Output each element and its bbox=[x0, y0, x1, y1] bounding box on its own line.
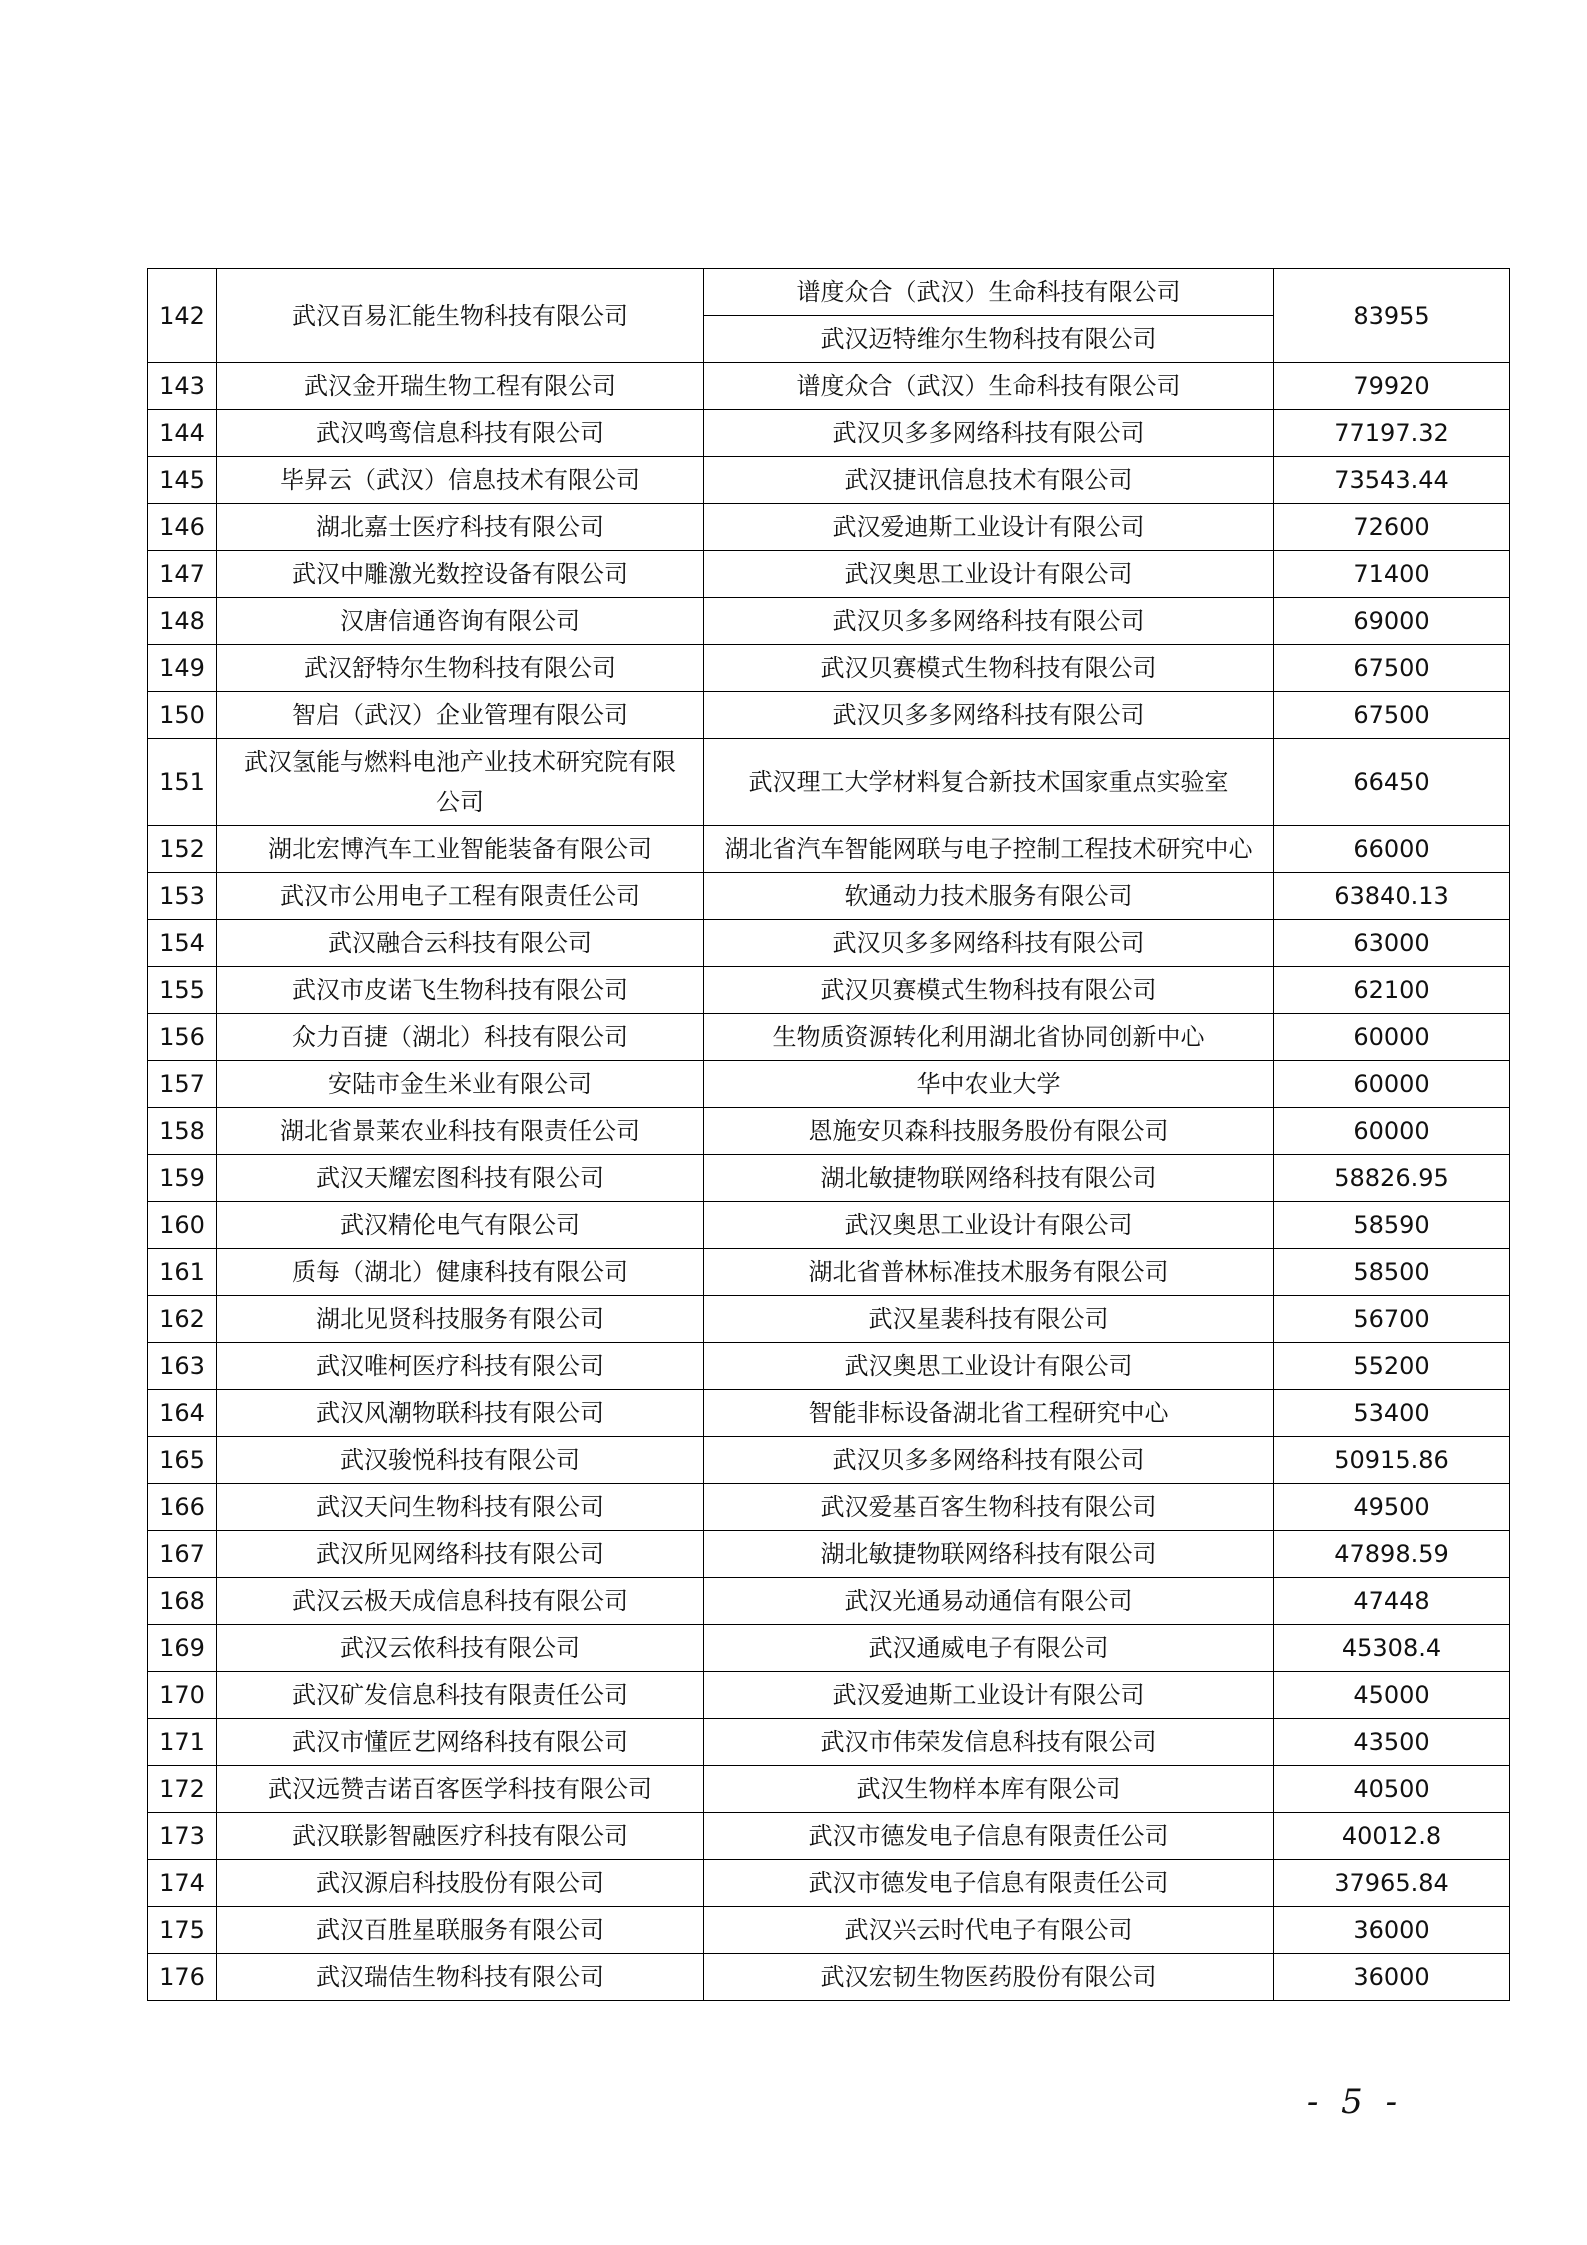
applicant-company: 武汉市公用电子工程有限责任公司 bbox=[217, 873, 704, 920]
partner-company: 武汉爱迪斯工业设计有限公司 bbox=[704, 504, 1274, 551]
applicant-company: 武汉骏悦科技有限公司 bbox=[217, 1437, 704, 1484]
row-number: 150 bbox=[148, 692, 217, 739]
table-row bbox=[148, 1437, 1510, 1484]
amount: 71400 bbox=[1274, 551, 1510, 598]
applicant-company: 武汉融合云科技有限公司 bbox=[217, 920, 704, 967]
table-row bbox=[148, 739, 1510, 826]
page-number: - 5 - bbox=[1306, 2082, 1404, 2122]
amount: 60000 bbox=[1274, 1014, 1510, 1061]
applicant-company: 众力百捷（湖北）科技有限公司 bbox=[217, 1014, 704, 1061]
row-number: 158 bbox=[148, 1108, 217, 1155]
applicant-company: 武汉唯柯医疗科技有限公司 bbox=[217, 1343, 704, 1390]
table-row bbox=[148, 457, 1510, 504]
row-number: 166 bbox=[148, 1484, 217, 1531]
amount: 47448 bbox=[1274, 1578, 1510, 1625]
row-number: 172 bbox=[148, 1766, 217, 1813]
applicant-company: 武汉百易汇能生物科技有限公司 bbox=[217, 269, 704, 363]
partner-company: 武汉奥思工业设计有限公司 bbox=[704, 1202, 1274, 1249]
partner-company: 武汉生物样本库有限公司 bbox=[704, 1766, 1274, 1813]
row-number: 175 bbox=[148, 1907, 217, 1954]
partner-company: 武汉通威电子有限公司 bbox=[704, 1625, 1274, 1672]
row-number: 169 bbox=[148, 1625, 217, 1672]
amount: 77197.32 bbox=[1274, 410, 1510, 457]
applicant-company: 武汉氢能与燃料电池产业技术研究院有限公司 bbox=[217, 739, 704, 826]
row-number: 162 bbox=[148, 1296, 217, 1343]
amount: 67500 bbox=[1274, 645, 1510, 692]
table-row bbox=[148, 410, 1510, 457]
row-number: 143 bbox=[148, 363, 217, 410]
row-number: 170 bbox=[148, 1672, 217, 1719]
applicant-company: 武汉金开瑞生物工程有限公司 bbox=[217, 363, 704, 410]
partner-company: 湖北敏捷物联网络科技有限公司 bbox=[704, 1531, 1274, 1578]
partner-company: 武汉理工大学材料复合新技术国家重点实验室 bbox=[704, 739, 1274, 826]
row-number: 161 bbox=[148, 1249, 217, 1296]
amount: 40500 bbox=[1274, 1766, 1510, 1813]
table-row bbox=[148, 598, 1510, 645]
partner-company: 武汉爱迪斯工业设计有限公司 bbox=[704, 1672, 1274, 1719]
table-row bbox=[148, 692, 1510, 739]
applicant-company: 湖北省景莱农业科技有限责任公司 bbox=[217, 1108, 704, 1155]
applicant-company: 武汉云极天成信息科技有限公司 bbox=[217, 1578, 704, 1625]
amount: 79920 bbox=[1274, 363, 1510, 410]
amount: 66000 bbox=[1274, 826, 1510, 873]
table-row bbox=[148, 1813, 1510, 1860]
partner-company: 生物质资源转化利用湖北省协同创新中心 bbox=[704, 1014, 1274, 1061]
applicant-company: 武汉鸣鸾信息科技有限公司 bbox=[217, 410, 704, 457]
amount: 43500 bbox=[1274, 1719, 1510, 1766]
row-number: 149 bbox=[148, 645, 217, 692]
applicant-company: 武汉瑞佶生物科技有限公司 bbox=[217, 1954, 704, 2001]
partner-company: 武汉捷讯信息技术有限公司 bbox=[704, 457, 1274, 504]
amount: 37965.84 bbox=[1274, 1860, 1510, 1907]
amount: 58590 bbox=[1274, 1202, 1510, 1249]
amount: 66450 bbox=[1274, 739, 1510, 826]
applicant-company: 汉唐信通咨询有限公司 bbox=[217, 598, 704, 645]
row-number: 146 bbox=[148, 504, 217, 551]
table-row bbox=[148, 1907, 1510, 1954]
table-row bbox=[148, 269, 1510, 316]
table-row bbox=[148, 1061, 1510, 1108]
partner-company: 湖北省普林标准技术服务有限公司 bbox=[704, 1249, 1274, 1296]
partner-company: 湖北敏捷物联网络科技有限公司 bbox=[704, 1155, 1274, 1202]
partner-company: 武汉光通易动通信有限公司 bbox=[704, 1578, 1274, 1625]
table-row bbox=[148, 1531, 1510, 1578]
row-number: 165 bbox=[148, 1437, 217, 1484]
partner-company: 武汉兴云时代电子有限公司 bbox=[704, 1907, 1274, 1954]
applicant-company: 智启（武汉）企业管理有限公司 bbox=[217, 692, 704, 739]
partner-company: 恩施安贝森科技服务股份有限公司 bbox=[704, 1108, 1274, 1155]
applicant-company: 湖北宏博汽车工业智能装备有限公司 bbox=[217, 826, 704, 873]
applicant-company: 武汉天耀宏图科技有限公司 bbox=[217, 1155, 704, 1202]
partner-company: 武汉贝多多网络科技有限公司 bbox=[704, 920, 1274, 967]
amount: 40012.8 bbox=[1274, 1813, 1510, 1860]
partner-company: 武汉贝多多网络科技有限公司 bbox=[704, 1437, 1274, 1484]
row-number: 152 bbox=[148, 826, 217, 873]
table-row bbox=[148, 873, 1510, 920]
table-row bbox=[148, 967, 1510, 1014]
amount: 63840.13 bbox=[1274, 873, 1510, 920]
partner-company: 武汉奥思工业设计有限公司 bbox=[704, 551, 1274, 598]
partner-company: 谱度众合（武汉）生命科技有限公司 bbox=[704, 269, 1274, 316]
row-number: 159 bbox=[148, 1155, 217, 1202]
table-row bbox=[148, 1108, 1510, 1155]
partner-company: 武汉爱基百客生物科技有限公司 bbox=[704, 1484, 1274, 1531]
amount: 36000 bbox=[1274, 1907, 1510, 1954]
table-row bbox=[148, 1766, 1510, 1813]
amount: 73543.44 bbox=[1274, 457, 1510, 504]
applicant-company: 毕昇云（武汉）信息技术有限公司 bbox=[217, 457, 704, 504]
applicant-company: 武汉云侬科技有限公司 bbox=[217, 1625, 704, 1672]
applicant-company: 湖北见贤科技服务有限公司 bbox=[217, 1296, 704, 1343]
applicant-company: 武汉舒特尔生物科技有限公司 bbox=[217, 645, 704, 692]
amount: 49500 bbox=[1274, 1484, 1510, 1531]
row-number: 163 bbox=[148, 1343, 217, 1390]
row-number: 168 bbox=[148, 1578, 217, 1625]
amount: 60000 bbox=[1274, 1061, 1510, 1108]
table-row bbox=[148, 551, 1510, 598]
applicant-company: 质每（湖北）健康科技有限公司 bbox=[217, 1249, 704, 1296]
partner-company: 武汉贝多多网络科技有限公司 bbox=[704, 598, 1274, 645]
row-number: 151 bbox=[148, 739, 217, 826]
partner-company: 武汉奥思工业设计有限公司 bbox=[704, 1343, 1274, 1390]
partner-company: 湖北省汽车智能网联与电子控制工程技术研究中心 bbox=[704, 826, 1274, 873]
applicant-company: 武汉所见网络科技有限公司 bbox=[217, 1531, 704, 1578]
row-number: 164 bbox=[148, 1390, 217, 1437]
amount: 47898.59 bbox=[1274, 1531, 1510, 1578]
table-row bbox=[148, 1672, 1510, 1719]
partner-company: 武汉市德发电子信息有限责任公司 bbox=[704, 1813, 1274, 1860]
applicant-company: 武汉市皮诺飞生物科技有限公司 bbox=[217, 967, 704, 1014]
amount: 67500 bbox=[1274, 692, 1510, 739]
table-row bbox=[148, 1296, 1510, 1343]
applicant-company: 武汉中雕激光数控设备有限公司 bbox=[217, 551, 704, 598]
row-number: 160 bbox=[148, 1202, 217, 1249]
row-number: 154 bbox=[148, 920, 217, 967]
partner-company: 华中农业大学 bbox=[704, 1061, 1274, 1108]
applicant-company: 湖北嘉士医疗科技有限公司 bbox=[217, 504, 704, 551]
partner-company: 武汉星裴科技有限公司 bbox=[704, 1296, 1274, 1343]
row-number: 147 bbox=[148, 551, 217, 598]
amount: 83955 bbox=[1274, 269, 1510, 363]
amount: 69000 bbox=[1274, 598, 1510, 645]
amount: 63000 bbox=[1274, 920, 1510, 967]
row-number: 153 bbox=[148, 873, 217, 920]
applicant-company: 武汉源启科技股份有限公司 bbox=[217, 1860, 704, 1907]
project-table bbox=[147, 268, 1510, 2001]
table-row bbox=[148, 1578, 1510, 1625]
amount: 50915.86 bbox=[1274, 1437, 1510, 1484]
row-number: 176 bbox=[148, 1954, 217, 2001]
table-row bbox=[148, 1249, 1510, 1296]
applicant-company: 武汉远赞吉诺百客医学科技有限公司 bbox=[217, 1766, 704, 1813]
amount: 72600 bbox=[1274, 504, 1510, 551]
amount: 56700 bbox=[1274, 1296, 1510, 1343]
partner-company: 武汉市德发电子信息有限责任公司 bbox=[704, 1860, 1274, 1907]
amount: 53400 bbox=[1274, 1390, 1510, 1437]
applicant-company: 武汉天问生物科技有限公司 bbox=[217, 1484, 704, 1531]
table-row bbox=[148, 1390, 1510, 1437]
partner-company: 武汉宏韧生物医药股份有限公司 bbox=[704, 1954, 1274, 2001]
applicant-company: 安陆市金生米业有限公司 bbox=[217, 1061, 704, 1108]
amount: 45000 bbox=[1274, 1672, 1510, 1719]
row-number: 157 bbox=[148, 1061, 217, 1108]
table-row bbox=[148, 504, 1510, 551]
partner-company: 智能非标设备湖北省工程研究中心 bbox=[704, 1390, 1274, 1437]
table-row bbox=[148, 920, 1510, 967]
applicant-company: 武汉矿发信息科技有限责任公司 bbox=[217, 1672, 704, 1719]
applicant-company: 武汉联影智融医疗科技有限公司 bbox=[217, 1813, 704, 1860]
table-row bbox=[148, 1343, 1510, 1390]
table-row bbox=[148, 1954, 1510, 2001]
amount: 58500 bbox=[1274, 1249, 1510, 1296]
amount: 62100 bbox=[1274, 967, 1510, 1014]
partner-company: 武汉贝多多网络科技有限公司 bbox=[704, 692, 1274, 739]
applicant-company: 武汉风潮物联科技有限公司 bbox=[217, 1390, 704, 1437]
table-row bbox=[148, 1014, 1510, 1061]
table-row bbox=[148, 645, 1510, 692]
table-row bbox=[148, 363, 1510, 410]
amount: 58826.95 bbox=[1274, 1155, 1510, 1202]
table-row bbox=[148, 1202, 1510, 1249]
partner-company: 武汉贝赛模式生物科技有限公司 bbox=[704, 645, 1274, 692]
row-number: 174 bbox=[148, 1860, 217, 1907]
table-row bbox=[148, 1860, 1510, 1907]
partner-company: 谱度众合（武汉）生命科技有限公司 bbox=[704, 363, 1274, 410]
row-number: 145 bbox=[148, 457, 217, 504]
table-row bbox=[148, 1625, 1510, 1672]
table-row bbox=[148, 1484, 1510, 1531]
partner-company: 武汉贝赛模式生物科技有限公司 bbox=[704, 967, 1274, 1014]
table-row bbox=[148, 1155, 1510, 1202]
partner-company: 武汉迈特维尔生物科技有限公司 bbox=[704, 316, 1274, 363]
amount: 55200 bbox=[1274, 1343, 1510, 1390]
row-number: 156 bbox=[148, 1014, 217, 1061]
row-number: 167 bbox=[148, 1531, 217, 1578]
row-number: 144 bbox=[148, 410, 217, 457]
amount: 36000 bbox=[1274, 1954, 1510, 2001]
row-number: 155 bbox=[148, 967, 217, 1014]
row-number: 142 bbox=[148, 269, 217, 363]
amount: 60000 bbox=[1274, 1108, 1510, 1155]
partner-company: 武汉市伟荣发信息科技有限公司 bbox=[704, 1719, 1274, 1766]
row-number: 171 bbox=[148, 1719, 217, 1766]
row-number: 173 bbox=[148, 1813, 217, 1860]
row-number: 148 bbox=[148, 598, 217, 645]
table-row bbox=[148, 1719, 1510, 1766]
table-body bbox=[148, 269, 1510, 2001]
amount: 45308.4 bbox=[1274, 1625, 1510, 1672]
partner-company: 软通动力技术服务有限公司 bbox=[704, 873, 1274, 920]
applicant-company: 武汉市懂匠艺网络科技有限公司 bbox=[217, 1719, 704, 1766]
applicant-company: 武汉精伦电气有限公司 bbox=[217, 1202, 704, 1249]
applicant-company: 武汉百胜星联服务有限公司 bbox=[217, 1907, 704, 1954]
table-row bbox=[148, 826, 1510, 873]
partner-company: 武汉贝多多网络科技有限公司 bbox=[704, 410, 1274, 457]
